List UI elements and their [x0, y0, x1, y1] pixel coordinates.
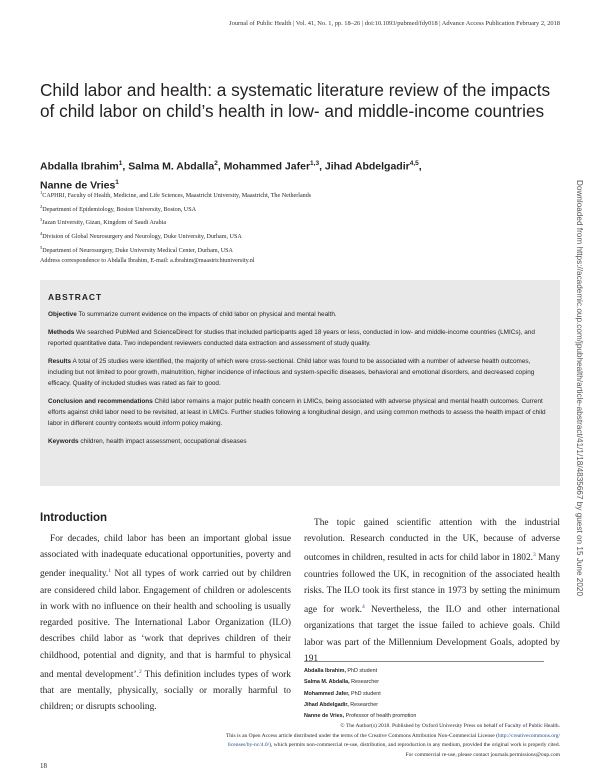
journal-header: Journal of Public Health | Vol. 41, No. 1, pp. 18–26 | doi:10.1093/pubmed/fdy018 | Advance Access Publication February 2, 2018 [229, 20, 560, 27]
author-role-title: Professor of health promotion [344, 713, 417, 720]
affiliation-text: Division of Global Neurosurgery and Neurology, Duke University, Durham, USA [42, 233, 242, 240]
abstract-box [40, 280, 560, 486]
intro-text: Not all types of work carried out by children are considered child labor. Engagement of children or adolescents in work with no influence on their health and schooling is usually regarded positive. The International Labor Organization (ILO) describes child labor as ‘work that deprives children of their childhood, potential and dignity, and that is harmful to physical and mental development’. [40, 569, 292, 680]
affiliation-item [40, 243, 520, 257]
intro-text: For decades, child labor has been an important global issue associated with inadequate educational opportunities, poverty and gender inequality. [40, 534, 291, 580]
author-role-title: PhD student [349, 690, 381, 697]
citation-link[interactable]: 4 [361, 604, 365, 611]
intro-column-2 [304, 515, 560, 667]
citation-link[interactable]: 2 [139, 668, 142, 675]
affiliation-text: Department of Neurosurgery, Duke University Medical Center, Durham, USA [42, 247, 233, 254]
author-name: Mohammed Jafer [223, 160, 311, 173]
author-name: Abdalla Ibrahim [40, 160, 119, 173]
author-role-title: PhD student [345, 668, 378, 674]
permissions-line: For commercial re-use, please contact journals.permissions@oup.com [405, 752, 560, 759]
license-line-2 [40, 741, 560, 751]
abstract-section [48, 396, 552, 429]
citation-link[interactable]: 3 [533, 552, 536, 559]
author-role-name: Jihad Abdelgadir, [304, 701, 349, 708]
author-role-name: Salma M. Abdalla, [304, 679, 350, 686]
abstract-section-label: Conclusion and recommendations [48, 398, 153, 405]
author-affiliation-marker: 2 [214, 160, 218, 167]
abstract-section [48, 356, 552, 389]
abstract-section-text: We searched PubMed and ScienceDirect for studies that included participants aged 18 years or less, conducted in low- and middle-income countries (LMICs), and reported quantitative data. Two independent reviewers conducted data extraction and assessment of study quality. [48, 329, 535, 347]
author-role-item [304, 677, 544, 688]
author-separator: , [122, 160, 129, 173]
affiliation-marker: 1 [40, 190, 43, 195]
author-separator: , [418, 160, 422, 173]
abstract-section-text: To summarize current evidence on the impacts of child labor on physical and mental health. [76, 311, 337, 318]
affiliation-item [40, 229, 520, 243]
author-role-item [304, 689, 544, 700]
abstract-section-label: Results [48, 358, 72, 365]
article-title: Child labor and health: a systematic literature review of the impacts of child labor on child’s health in low- and middle-income countries [40, 80, 551, 121]
author-role-item [304, 666, 544, 677]
affiliation-marker: 3 [40, 217, 43, 223]
download-watermark [573, 180, 587, 650]
affiliation-marker: 2 [40, 203, 43, 209]
copyright-line: © The Author(s) 2018. Published by Oxford University Press on behalf of Faculty of Public Health. [340, 723, 560, 729]
license-link-2[interactable]: licenses/by-nc/4.0/ [227, 742, 270, 749]
license-text-2: ), which permits non-commercial re-use, distribution, and reproduction in any medium, provided the original work is properly cited. [269, 742, 560, 749]
abstract-section-label: Objective [48, 311, 77, 318]
author-name: Salma M. Abdalla [128, 160, 215, 173]
affiliation-marker: 4 [40, 230, 43, 236]
author-role-name: Mohammed Jafer, [304, 690, 350, 697]
author-name: Jihad Abdelgadir [324, 160, 410, 173]
introduction-heading: Introduction [40, 512, 108, 524]
author-roles [304, 661, 544, 722]
keywords-label: Keywords [48, 438, 79, 445]
affiliation-item [40, 188, 520, 202]
affiliation-item [40, 202, 520, 216]
author-role-title: Researcher [349, 679, 380, 686]
affiliation-text: CAPHRI, Faculty of Health, Medicine, and Life Sciences, Maastricht University, Maastricht, The Netherlands [42, 193, 312, 200]
intro-text: This definition includes types of work that are mentally, physically, socially or morally harmful to children; or disrupts schooling. [40, 669, 291, 713]
intro-text: Nevertheless, the ILO and other international organizations that target the issue failed to achieve goals. Child labor was part of the Millennium Development Goals, adopted by 191 [304, 605, 560, 664]
author-role-name: Abdalla Ibrahim, [304, 668, 346, 674]
intro-text: The topic gained scientific attention with the industrial revolution. Research conducted in the UK, because of adverse outcomes in children, resulted in acts for child labor in 1802. [304, 518, 560, 564]
keywords-text: children, health impact assessment, occupational diseases [80, 438, 247, 445]
download-note: Downloaded from https://academic.oup.com/jpubhealth/article-abstract/41/1/18/4835667 by guest on 15 June 2020 [575, 180, 584, 597]
author-affiliation-marker: 4,5 [409, 160, 419, 167]
citation-link[interactable]: 1 [108, 568, 111, 575]
affiliation-item [40, 215, 520, 229]
author-separator: , [217, 160, 224, 173]
author-name: Nanne de Vries [40, 179, 116, 191]
affiliation-text: Department of Epidemiology, Boston University, Boston, USA [42, 206, 196, 213]
affiliations [40, 188, 520, 267]
correspondence: Address correspondence to Abdalla Ibrahim, E-mail: a.ibrahim@maastrichtuniversity.nl [40, 258, 255, 265]
author-affiliation-marker: 1,3 [310, 160, 320, 167]
abstract-section-text: Child labor remains a major public health concern in LMICs, being associated with adverse physical and mental health outcomes. Current efforts against child labor need to be revisited, at least in LMICs. Further studies following a longitudinal design, and using common methods to assess the health impact of child labor in different country contexts would inform policy making. [48, 398, 546, 427]
author-affiliation-marker: 1 [115, 178, 119, 186]
intro-text: Many countries followed the UK, in recognition of the associated health risks. The ILO took its first stance in 1973 by setting the minimum age for work. [304, 553, 561, 616]
license-footer [40, 722, 560, 761]
author-affiliation-marker: 1 [118, 160, 123, 167]
author-separator: , [319, 160, 325, 173]
abstract-section [48, 309, 552, 320]
author-role-name: Nanne de Vries, [304, 713, 345, 720]
license-link[interactable]: http://creativecommons.org/ [497, 732, 560, 739]
author-role-item [304, 700, 544, 711]
author-role-item [304, 711, 544, 722]
intro-column-1 [40, 531, 291, 715]
page-number: 18 [40, 762, 47, 770]
abstract-section [48, 327, 552, 349]
license-text: This is an Open Access article distributed under the terms of the Creative Commons Attribution Non-Commercial License ( [225, 732, 498, 739]
abstract-section-label: Methods [48, 329, 75, 336]
affiliation-text: Jazan University, Gizan, Kingdom of Saudi Arabia [42, 220, 167, 227]
license-line [40, 732, 560, 742]
abstract-section-text: A total of 25 studies were identified, the majority of which were cross-sectional. Child labor was found to be associated with a number of adverse health outcomes, including but not limited to poor growth, malnutrition, higher incidence of infectious and system-specific diseases, behavioral and emotional disorders, and decreased coping efficacy. Quality of included studies was rated as fair to good. [48, 358, 535, 387]
keywords [48, 436, 552, 447]
author-role-title: Researcher [348, 701, 379, 708]
abstract-heading: ABSTRACT [48, 292, 103, 302]
affiliation-marker: 5 [40, 244, 43, 250]
